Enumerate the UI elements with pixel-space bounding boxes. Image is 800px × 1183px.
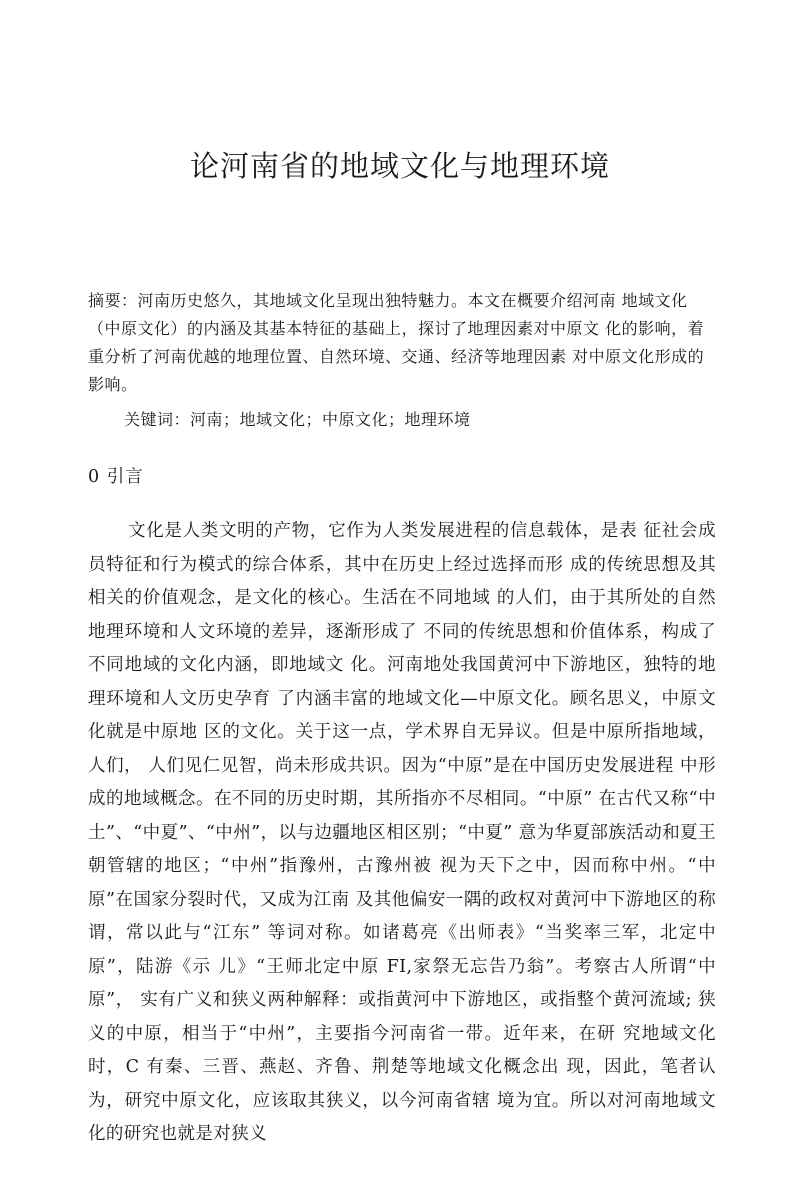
body-paragraph: 文化是人类文明的产物，它作为人类发展进程的信息载体，是表 征社会成员特征和行为模式的综合体系，其中在历史上经过选择而形 成的传统思想及其相关的价值观念，是文化的核心。生活在不同地域 的人们，由于其所处的自然地理环境和人文环境的差异，逐渐形成了 不同的传统思想和价值体系，构成了不同地域的文化内涵，即地域文 化。河南地处我国黄河中下游地区，独特的地理环境和人文历史孕育 了内涵丰富的地域文化—中原文化。顾名思义，中原文化就是中原地 区的文化。关于这一点，学术界自无异议。但是中原所指地域，人们， 人们见仁见智，尚未形成共识。因为“中原”是在中国历史发展进程 中形成的地域概念。在不同的历史时期，其所指亦不尽相同。“中原” 在古代又称“中土”、“中夏”、“中州”，以与边疆地区相区别；“中夏” 意为华夏部族活动和夏王朝管辖的地区；“中州”指豫州，古豫州被 视为天下之中，因而称中州。“中原”在国家分裂时代，又成为江南 及其他偏安一隅的政权对黄河中下游地区的称谓，常以此与“江东” 等词对称。如诸葛亮《出师表》“当奖率三军，北定中原”，陆游《示 儿》“王师北定中原 FI,家祭无忘告乃翁”。考察古人所谓“中原”， 实有广义和狭义两种解释：或指黄河中下游地区，或指整个黄河流域; 狭义的中原，相当于“中州”，主要指今河南省一带。近年来，在研 究地域文化时，C 有秦、三晋、燕赵、齐鲁、荆楚等地域文化概念出 现，因此，笔者认为，研究中原文化，应该取其狭义，以今河南省辖 境为宜。所以对河南地域文化的研究也就是对狭义 (88, 521, 717, 1144)
section-heading: 0 引言 (88, 467, 144, 487)
keywords-line: 关键词：河南；地域文化；中原文化；地理环境 (124, 410, 471, 429)
abstract-text: 摘要：河南历史悠久，其地域文化呈现出独特魅力。本文在概要介绍河南 地域文化（中原文化）的内涵及其基本特征的基础上，探讨了地理因素对中原文 化的影响，着重分析了河南优越的地理位置、自然环境、交通、经济等地理因素 对中原文化形成的影响。 (88, 291, 705, 394)
body-section (88, 515, 716, 1152)
document-title: 论河南省的地域文化与地理环境 (189, 149, 610, 183)
abstract (88, 287, 716, 399)
